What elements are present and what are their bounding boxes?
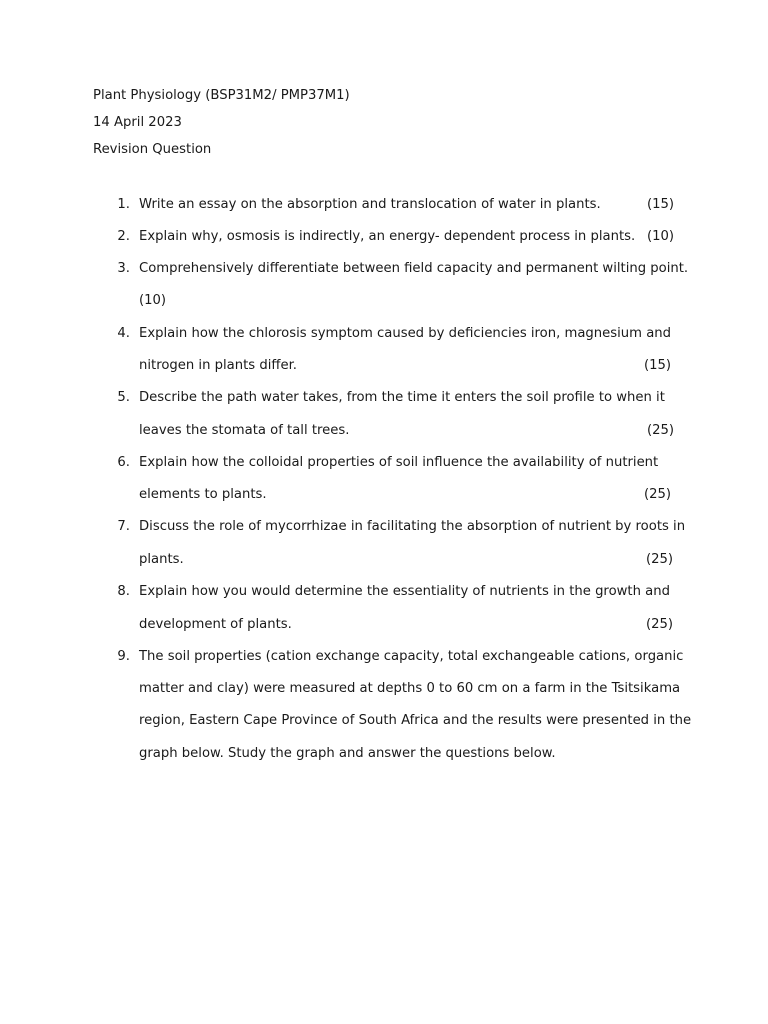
question-number: 6.: [117, 455, 130, 470]
question-text: Write an essay on the absorption and translocation of water in plants.: [139, 197, 601, 212]
question-text: The soil properties (cation exchange capacity, total exchangeable cations, organic: [139, 649, 684, 664]
document-date: 14 April 2023: [93, 115, 182, 130]
document-heading: Revision Question: [93, 142, 212, 157]
question-marks: (25): [647, 423, 675, 438]
question-text: development of plants.: [139, 617, 292, 632]
question-marks: (15): [644, 358, 672, 373]
question-number: 8.: [117, 584, 130, 599]
question-text: leaves the stomata of tall trees.: [139, 423, 350, 438]
question-number: 1.: [117, 197, 130, 212]
question-text: matter and clay) were measured at depths 0 to 60 cm on a farm in the Tsitsikama: [139, 681, 681, 696]
question-marks: (15): [647, 197, 675, 212]
question-marks: (25): [646, 552, 674, 567]
question-text: elements to plants.: [139, 487, 267, 502]
question-text: Explain why, osmosis is indirectly, an energy- dependent process in plants.: [139, 229, 636, 244]
question-number: 2.: [117, 229, 130, 244]
question-number: 4.: [117, 326, 130, 341]
question-text: nitrogen in plants differ.: [139, 358, 297, 373]
question-text: plants.: [139, 552, 184, 567]
question-text: Explain how the chlorosis symptom caused by deficiencies iron, magnesium and: [139, 326, 672, 341]
course-title: Plant Physiology (BSP31M2/ PMP37M1): [93, 88, 350, 103]
question-number: 5.: [117, 390, 130, 405]
question-text: Discuss the role of mycorrhizae in facilitating the absorption of nutrient by roots in: [139, 519, 686, 534]
question-text: graph below. Study the graph and answer the questions below.: [139, 746, 556, 761]
question-marks: (10): [647, 229, 675, 244]
question-number: 7.: [117, 519, 130, 534]
question-text: Describe the path water takes, from the time it enters the soil profile to when it: [139, 390, 665, 405]
question-number: 3.: [117, 261, 130, 276]
question-text: Explain how the colloidal properties of soil influence the availability of nutrient: [139, 455, 659, 470]
question-number: 9.: [117, 649, 130, 664]
question-marks: (25): [646, 617, 674, 632]
question-marks: (10): [139, 293, 167, 308]
question-text: region, Eastern Cape Province of South Africa and the results were presented in the: [139, 713, 692, 728]
question-text: Explain how you would determine the essentiality of nutrients in the growth and: [139, 584, 670, 599]
question-marks: (25): [644, 487, 672, 502]
question-text: Comprehensively differentiate between field capacity and permanent wilting point.: [139, 261, 689, 276]
